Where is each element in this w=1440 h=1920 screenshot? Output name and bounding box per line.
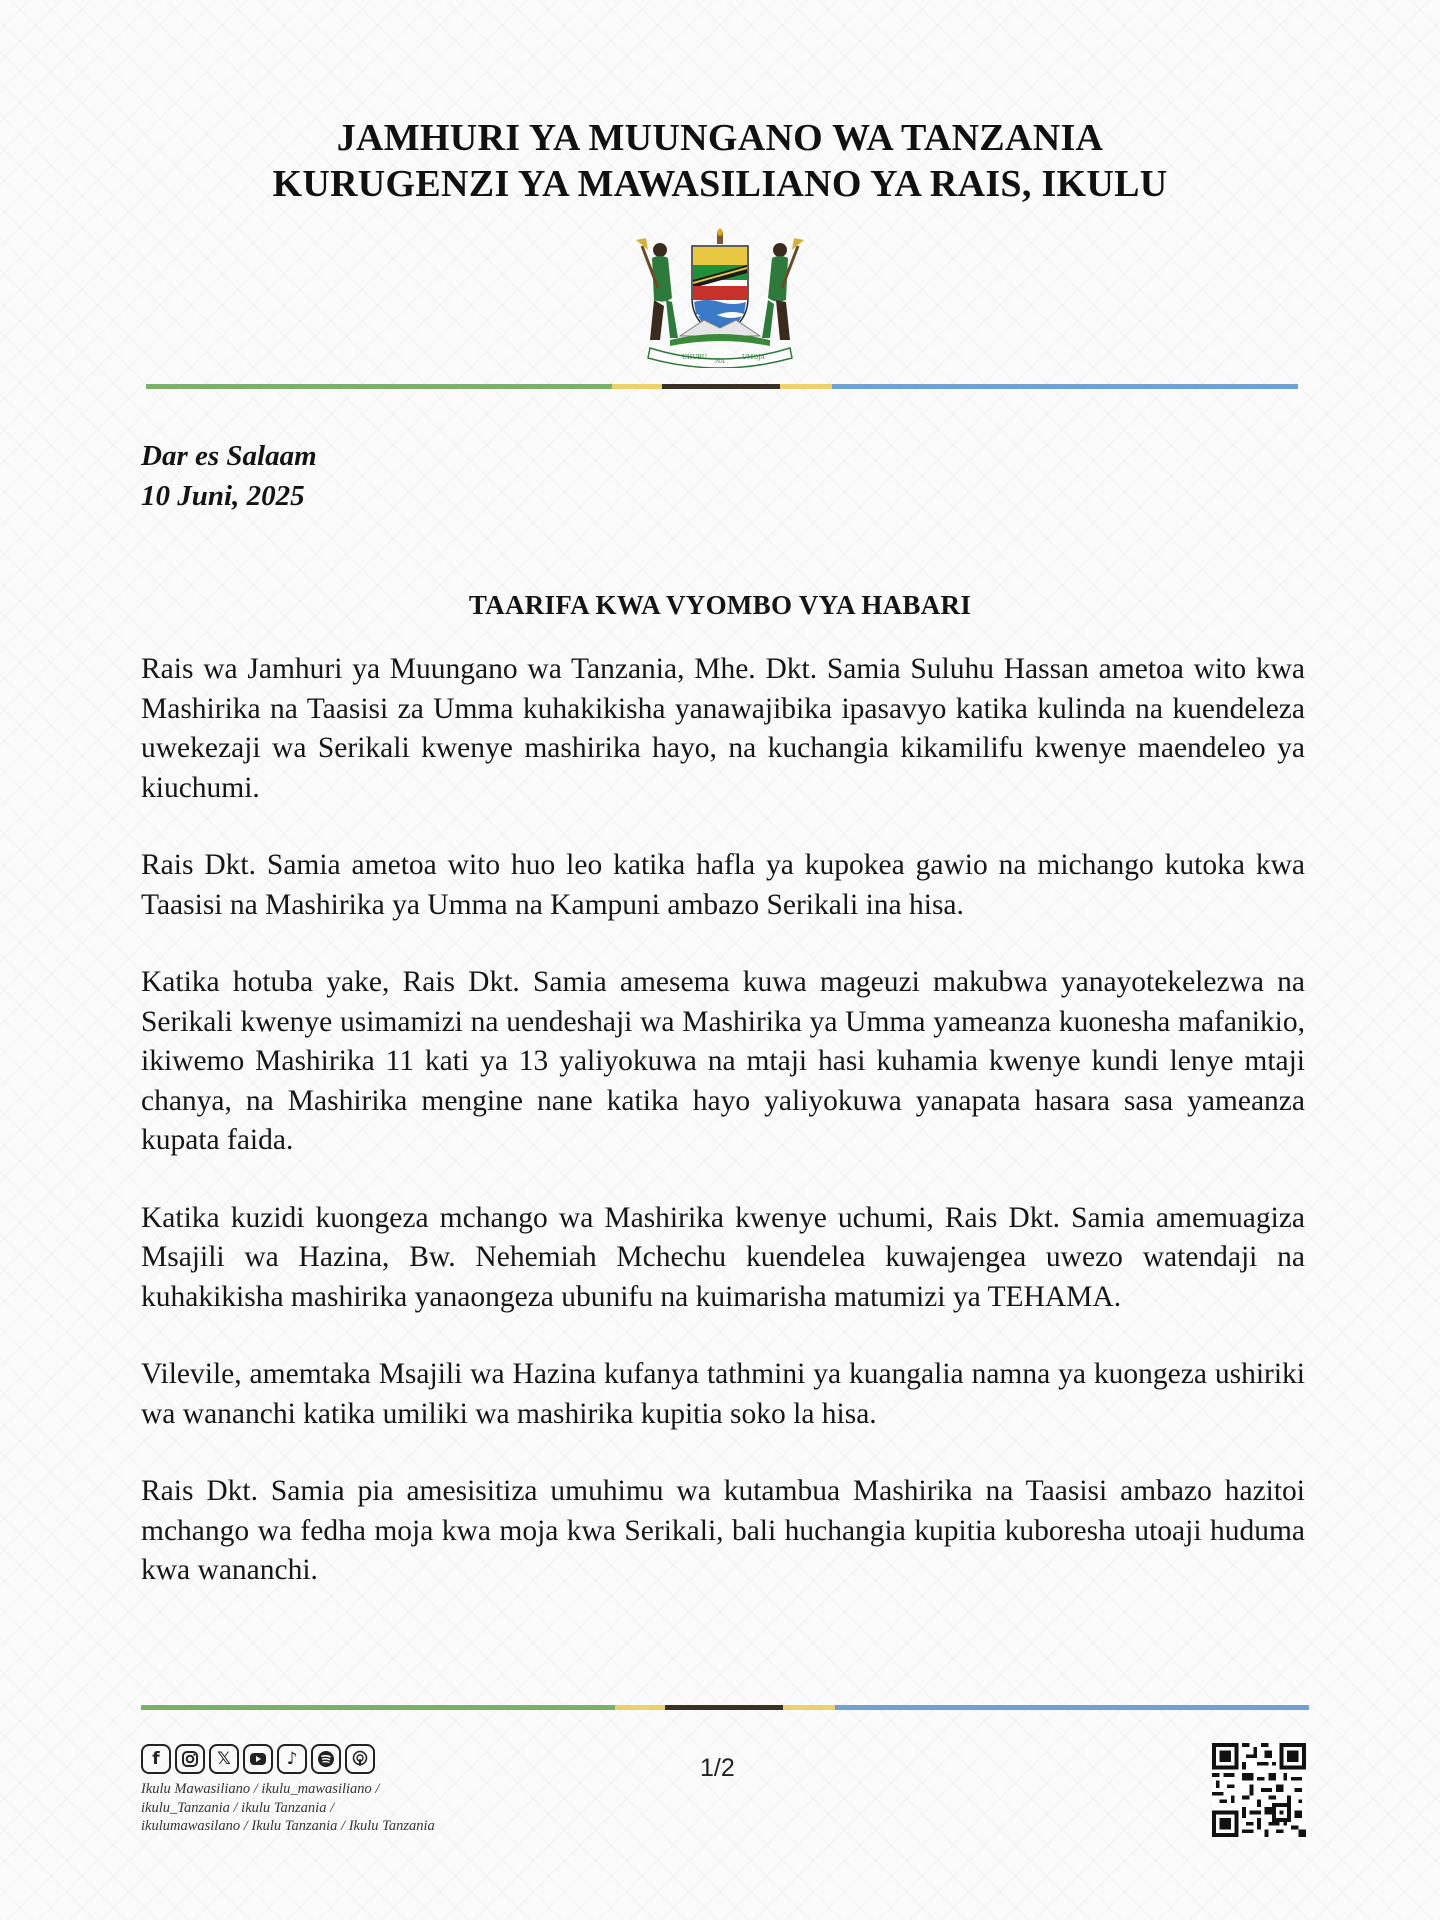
dateline-place: Dar es Salaam — [141, 440, 317, 472]
social-handles — [141, 1780, 501, 1836]
body-paragraph: Rais Dkt. Samia pia amesisitiza umuhimu wa kutambua Mashirika na Taasisi ambazo hazitoi mchango wa fedha moja kwa moja kwa Serikali, bali huchangia kupitia kuboresha utoaji huduma kwa wananchi. — [141, 1475, 1305, 1586]
instagram-icon[interactable] — [175, 1744, 205, 1774]
x-icon[interactable]: 𝕏 — [209, 1744, 239, 1774]
podcast-icon[interactable] — [345, 1744, 375, 1774]
body-paragraph: Rais wa Jamhuri ya Muungano wa Tanzania, Mhe. Dkt. Samia Suluhu Hassan ametoa wito kwa Mashirika na Taasisi za Umma kuhakikisha yanawajibika ipasavyo katika kulinda na kuendeleza uwekezaji wa Serikali kwenye mashirika hayo, na kuchangia kikamilifu kwenye maendeleo ya kiuchumi. — [141, 653, 1305, 804]
press-release-title: TAARIFA KWA VYOMBO VYA HABARI — [468, 590, 972, 620]
emblem-motto-right: UMOJA — [742, 354, 765, 361]
tiktok-icon[interactable]: ♪ — [277, 1744, 307, 1774]
body-paragraph: Katika hotuba yake, Rais Dkt. Samia amesema kuwa mageuzi makubwa yanayotekelezwa na Serikali kwenye usimamizi na uendeshaji wa Mashirika ya Umma yameanza kuonesha mafanikio, ikiwemo Mashirika 11 kati ya 13 yaliyokuwa na mtaji hasi kuhamia kwenye kundi lenye mtaji chanya, na Mashirika mengine nane katika hayo yaliyokuwa yanapata hasara sasa yameanza kupata faida. — [141, 966, 1305, 1156]
emblem-right-figure — [762, 238, 804, 340]
emblem-left-figure — [636, 238, 678, 340]
emblem-motto-left: UHURU — [682, 354, 707, 361]
header-title-line1: JAMHURI YA MUUNGANO WA TANZANIA — [336, 117, 1104, 159]
handles-line: ikulu_Tanzania / ikulu Tanzania / — [141, 1799, 335, 1816]
emblem-motto-mid: NA — [715, 358, 725, 365]
header-divider-rule — [146, 384, 1298, 389]
press-release-body — [141, 650, 1305, 1629]
body-paragraph: Katika kuzidi kuongeza mchango wa Mashirika kwenye uchumi, Rais Dkt. Samia amemuagiza Msajili wa Hazina, Bw. Nehemiah Mchechu kuendelea kuwajengea uwezo watendaji na kuhakikisha mashirika yanaongeza ubunifu na kuimarisha matumizi ya TEHAMA. — [141, 1201, 1305, 1313]
facebook-icon[interactable]: f — [141, 1744, 171, 1774]
handles-line: ikulumawasilano / Ikulu Tanzania / Ikulu Tanzania — [141, 1818, 435, 1834]
page-number: 1/2 — [700, 1754, 735, 1782]
header-title-line2: KURUGENZI YA MAWASILIANO YA RAIS, IKULU — [272, 163, 1168, 205]
body-paragraph: Rais Dkt. Samia ametoa wito huo leo katika hafla ya kupokea gawio na michango kutoka kwa Taasisi na Mashirika ya Umma na Kampuni ambazo Serikali ina hisa. — [141, 849, 1305, 921]
handles-line: Ikulu Mawasiliano / ikulu_mawasiliano / — [141, 1781, 380, 1797]
spotify-icon[interactable] — [311, 1744, 341, 1774]
social-icons-row — [141, 1744, 375, 1774]
dateline-date: 10 Juni, 2025 — [141, 480, 305, 512]
coat-of-arms-emblem — [620, 228, 820, 368]
qr-code[interactable] — [1212, 1743, 1306, 1837]
footer-divider-rule — [141, 1705, 1309, 1710]
body-paragraph: Vilevile, amemtaka Msajili wa Hazina kufanya tathmini ya kuangalia namna ya kuongeza ushiriki wa wananchi katika umiliki wa mashirika kupitia soko la hisa. — [141, 1358, 1305, 1430]
youtube-icon[interactable] — [243, 1744, 273, 1774]
